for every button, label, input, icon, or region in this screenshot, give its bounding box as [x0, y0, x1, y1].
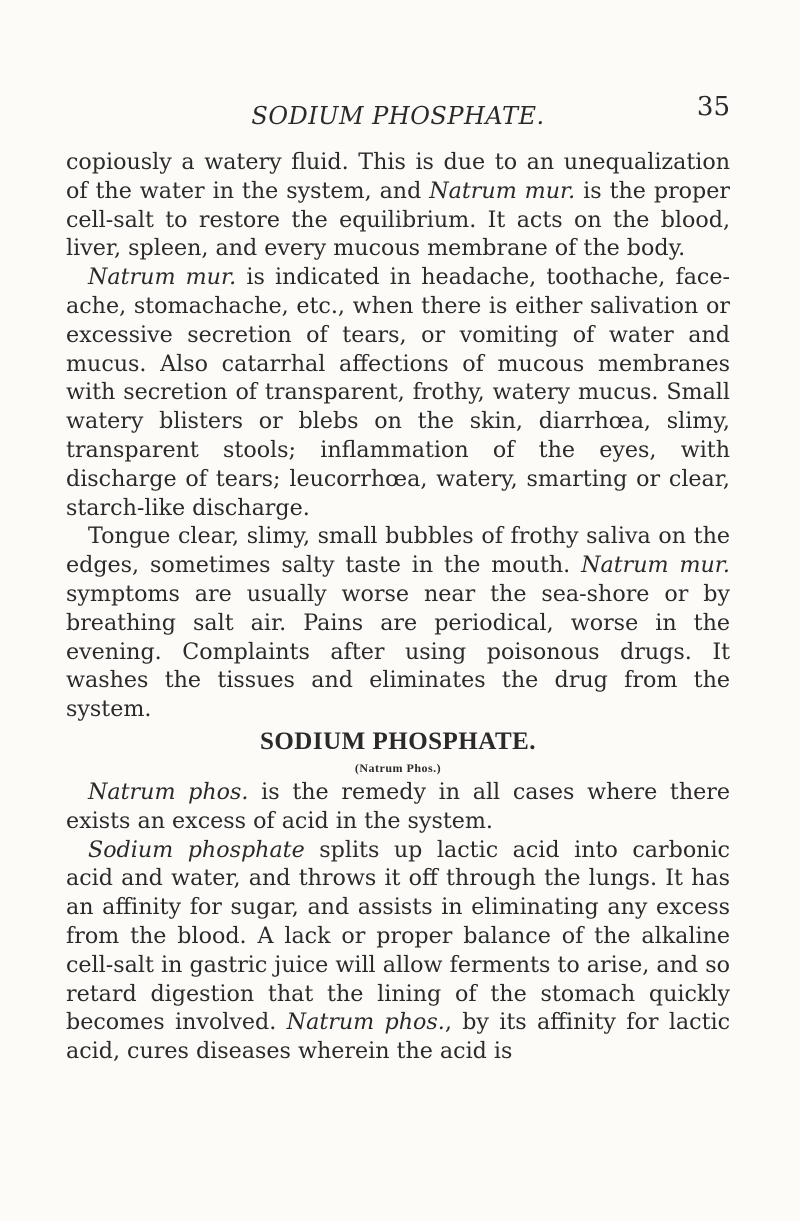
- paragraph: Natrum mur. is indicated in headache, toothache, face-ache, stomachache, etc., when there is either salivation or excessive secretion of tears, or vomiting of water and mucus. Also catarrhal affections of mucous membranes with secretion of transparent, frothy, watery mucus. Small watery blisters or blebs on the skin, diarrhœa, slimy, transparent stools; inflammation of the eyes, with discharge of tears; leucorrhœa, watery, smarting or clear, starch-like discharge.: [66, 264, 730, 521]
- body-text: [66, 148, 730, 1066]
- paragraph: copiously a watery fluid. This is due to an unequalization of the water in the system, and Natrum mur. is the proper cell-salt to restore the equilibrium. It acts on the blood, liver, spleen, and every mucous membrane of the body.: [66, 149, 730, 262]
- running-header: [66, 92, 730, 132]
- latin-subheading: (Natrum Phos.): [354, 760, 442, 775]
- paragraph: Natrum phos. is the remedy in all cases where there exists an excess of acid in the system.: [66, 778, 730, 834]
- paragraph: Sodium phosphate splits up lactic acid into carbonic acid and water, and throws it off through the lungs. It has an affinity for sugar, and assists in eliminating any excess from the blood. A lack or proper balance of the alkaline cell-salt in gastric juice will allow ferments to arise, and so retard digestion that the lining of the stomach quickly becomes involved. Natrum phos., by its affinity for lactic acid, cures diseases wherein the acid is: [66, 836, 731, 1065]
- running-title: SODIUM PHOSPHATE.: [251, 102, 545, 130]
- paragraph: Tongue clear, slimy, small bubbles of frothy saliva on the edges, sometimes salty taste in the mouth. Natrum mur. symptoms are usually worse near the sea-shore or by breathing salt air. Pains are periodical, worse in the evening. Complaints after using poisonous drugs. It washes the tissues and eliminates the drug from the system.: [66, 523, 730, 723]
- page-number: 35: [696, 92, 730, 122]
- section-heading: SODIUM PHOSPHATE.: [259, 727, 537, 755]
